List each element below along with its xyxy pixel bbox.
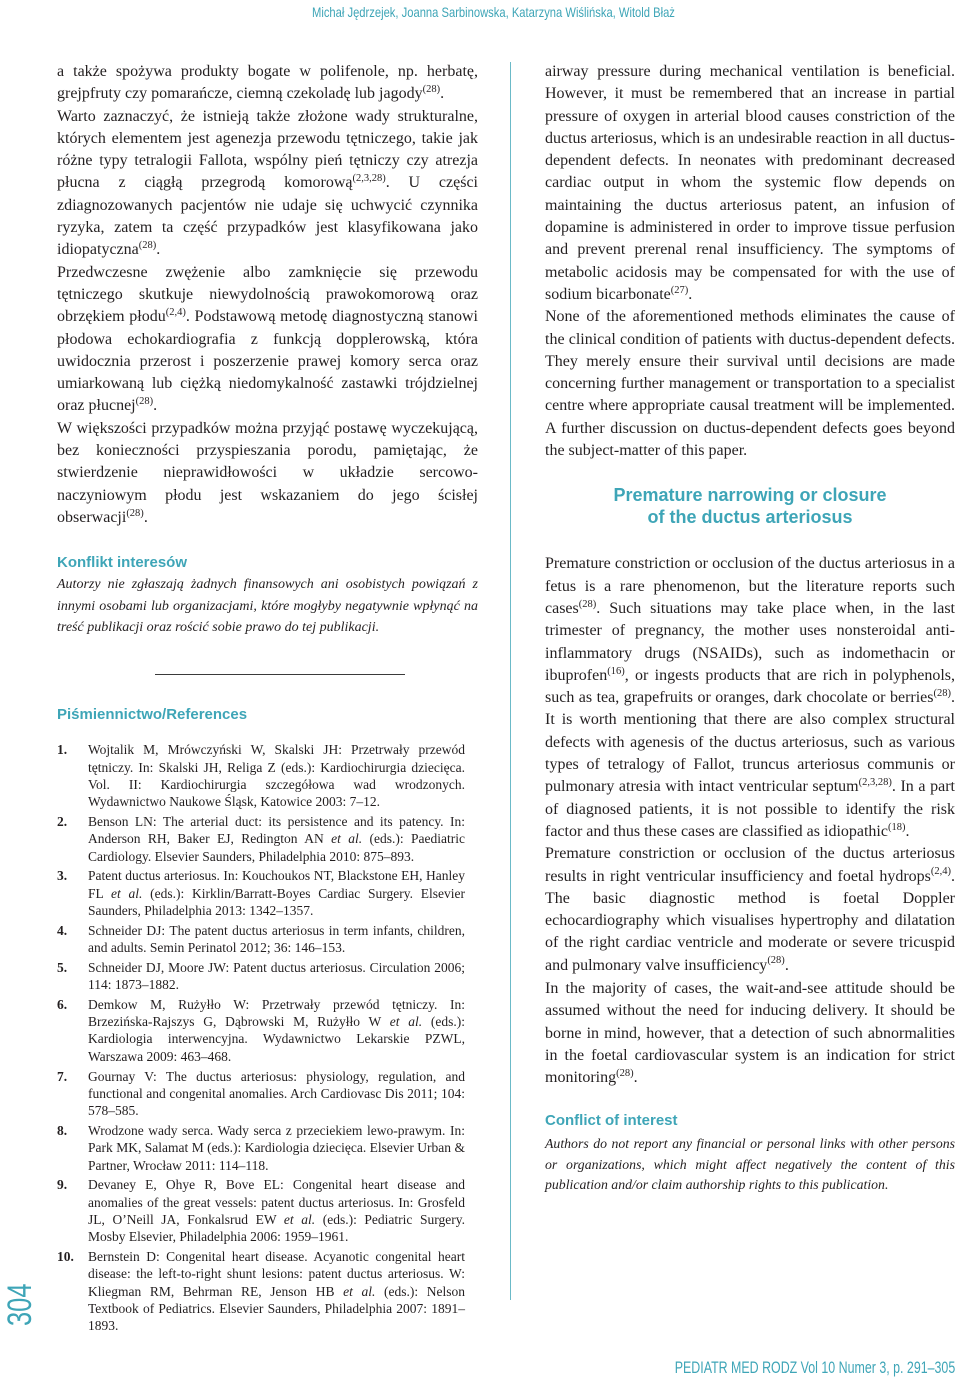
text-run: . — [153, 397, 158, 415]
reference-number: 4. — [57, 922, 68, 938]
text-run: In the majority of cases, the wait-and-see attitude should be assumed without the need for inducing delivery. It should be borne in mind, however, that a detection of such abnormalities in the foetal cardiovascular system is an indication for strict monitoring — [545, 979, 955, 1087]
reference-number: 8. — [57, 1122, 68, 1138]
text-run: . Such situations may take place when, in the last trimester of pregnancy, the mother uses nonsteroidal anti-inflammatory drugs (NSAIDs), such as indomethacin or ibuprofen — [545, 599, 955, 684]
reference-number: 5. — [57, 959, 68, 975]
text-run: . U części zdiagnozowanych pacjentów nie udaje się uchwycić czynnika ryzyka, zatem ta część przypadków jest klasyfikowana jako idiopatyczna — [57, 174, 478, 259]
text-run: (eds.): Kirklin/Barratt-Boyes Cardiac Surgery. Elsevier Saunders, Philadelphia 2013: 1342–1357. — [88, 885, 465, 918]
reference-item — [57, 813, 465, 865]
reference-number: 10. — [57, 1249, 74, 1265]
text-run: Wrodzone wady serca. Wady serca z przeciekiem lewo-prawym. In: Park MK, Salamat M (eds.): Kardiologia dziecięca. Elsevier Urban & Partner, Wrocław 2011: 114–118. — [88, 1122, 465, 1173]
italic-text: et al. — [111, 885, 143, 901]
text-run: Patent ductus arteriosus. In: Kouchoukos NT, Blackstone EH, Hanley FL — [88, 868, 465, 901]
text-run: , or ingests products that are rich in polyphenols, such as tea, grapefruits or oranges, dark chocolate or berries — [545, 666, 955, 707]
references-heading: Piśmiennictwo/References — [57, 706, 248, 724]
text-run: . Podstawową metodę diagnostyczną stanowi płodowa echokardiografia z funkcją dopplerowską, która uwidocznia przerost i poszerzenie prawej komory serca oraz umiarkowaną lub ciężką niedomykalność zastawki trójdzielnej oraz płucnej — [57, 308, 479, 415]
text-run: . — [688, 285, 693, 303]
reference-text — [88, 996, 465, 1065]
body-paragraph — [57, 61, 478, 106]
page-number: 304 — [1, 1283, 39, 1326]
reference-item — [57, 922, 465, 957]
reference-item — [57, 741, 465, 810]
text-run: . The basic diagnostic method is foetal Doppler echocardiography which visualises hypertrophy and dilatation of the right cardiac ventricle and moderate or severe tricuspid and pulmonary valve insufficiency — [545, 867, 955, 974]
body-paragraph — [545, 306, 955, 462]
text-run: Demkow M, Rużyłło W: Przetrwały przewód tętniczy. In: Brzezińska-Rajszys G, Dąbrowski M, Rużyłło W — [88, 996, 465, 1030]
reference-text — [88, 959, 465, 994]
text-run: a także spożywa produkty bogate w polifenole, np. herbatę, grejpfruty czy pomarańcze, ciemną czekoladę lub jagody — [57, 63, 478, 103]
citation-superscript: (18) — [887, 821, 906, 833]
text-run: Warto zaznaczyć, że istnieją także złożone wady strukturalne, których elementem jest agenezja przewodu tętniczego, takie jak różne typy tetralogii Fallota, wspólny pień tętniczy czy atrezja płucna z ciągłą przegrodą komorową — [57, 107, 478, 192]
conflict-statement-pl: Autorzy nie zgłaszają żadnych finansowych ani osobistych powiązań z innymi osobami lub organizacjami, które mogłyby negatywnie wpłynąć na treść publikacji oraz rościć sobie prawo do tej publikacji. — [57, 577, 478, 636]
citation-superscript: (28) — [422, 84, 441, 95]
reference-number: 7. — [57, 1068, 68, 1084]
body-paragraph — [57, 106, 478, 262]
text-run: . — [784, 956, 789, 974]
citation-superscript: (28) — [578, 598, 597, 610]
reference-number: 3. — [57, 868, 68, 884]
italic-text: et al. — [343, 1283, 376, 1299]
citation-superscript: (27) — [670, 284, 689, 296]
column-divider — [510, 62, 511, 1300]
body-paragraph — [57, 262, 478, 418]
reference-item — [57, 1068, 465, 1120]
reference-item — [57, 996, 465, 1065]
text-run: . — [156, 241, 161, 259]
section-heading-line: of the ductus arteriosus — [647, 507, 853, 528]
body-paragraph — [545, 843, 955, 977]
reference-text — [88, 813, 465, 865]
citation-superscript: (16) — [607, 665, 625, 677]
reference-text — [88, 867, 465, 919]
body-paragraph — [545, 978, 955, 1089]
conflict-heading-en: Conflict of interest — [545, 1112, 678, 1130]
right-column — [545, 61, 955, 1196]
text-run: Schneider DJ: The patent ductus arteriosus in term infants, children, and adults. Semin Perinatol 2012; 36: 146–153. — [88, 922, 465, 955]
italic-text: et al. — [283, 1211, 316, 1227]
text-run: . In a part of diagnosed patients, it is not possible to identify the risk factor and thus these cases are classified as idiopathic — [545, 778, 955, 840]
section-divider — [155, 674, 405, 676]
text-run: Gournay V: The ductus arteriosus: physiology, regulation, and functional and congenital anomalies. Arch Cardiovasc Dis 2011; 104: 578–585. — [88, 1068, 465, 1119]
citation-superscript: (2,4) — [930, 866, 951, 878]
reference-text — [88, 922, 465, 957]
text-run: . — [143, 508, 148, 526]
text-run: None of the aforementioned methods eliminates the cause of the clinical condition of patients with ductus-dependent defects. They merely ensure their survival until decisions are made concerning further management or transportation to a specialist centre where appropriate causal treatment will be implemented. A further discussion on ductus-dependent defects goes beyond the subject-matter of this paper. — [545, 308, 955, 460]
text-run: Bernstein D: Congenital heart disease. Acyanotic congenital heart disease: the left-to-right shunt lesions: patent ductus arteriosus. W: Kliegman RM, Behrman RE, Jenson HB — [88, 1249, 465, 1299]
text-run: Premature constriction or occlusion of the ductus arteriosus results in right ventricular insufficiency and foetal hydrops — [545, 845, 955, 885]
citation-superscript: (28) — [126, 507, 144, 519]
text-run: Premature constriction or occlusion of the ductus arteriosus in a fetus is a rare phenomenon, but the literature reports such cases — [545, 555, 955, 617]
reference-item — [57, 1122, 465, 1174]
text-run: Schneider DJ, Moore JW: Patent ductus arteriosus. Circulation 2006; 114: 1873–1882. — [88, 959, 465, 993]
body-paragraph — [545, 553, 955, 843]
reference-text — [88, 1248, 465, 1334]
reference-text — [88, 741, 465, 810]
body-paragraph — [545, 61, 955, 306]
text-run: (eds.): Kardiologia interwencyjna. Wydawnictwo Lekarskie PZWL, Warszawa 2009: 463–468. — [88, 1014, 465, 1064]
citation-superscript: (28) — [135, 396, 154, 408]
reference-text — [88, 1176, 465, 1245]
reference-number: 9. — [57, 1177, 68, 1193]
reference-number: 1. — [57, 742, 68, 758]
running-header-authors: Michał Jędrzejek, Joanna Sarbinowska, Katarzyna Wiślińska, Witold Błaż — [312, 4, 675, 20]
text-run: . — [633, 1069, 638, 1087]
reference-item — [57, 867, 465, 919]
citation-superscript: (2,3,28) — [352, 173, 386, 185]
text-run: (eds.): Nelson Textbook of Pediatrics. Elsevier Saunders, Philadelphia 2007: 1891–1893. — [88, 1283, 466, 1334]
section-heading — [545, 484, 955, 528]
reference-list — [57, 741, 465, 1334]
citation-superscript: (28) — [767, 955, 785, 967]
reference-item — [57, 959, 465, 994]
reference-number: 2. — [57, 813, 68, 829]
text-run: Devaney E, Ohye R, Bove EL: Congenital heart disease and anomalies of the great vessels: patent ductus arteriosus. In: Grosfeld JL, O’Neill JA, Fonkalsrud EW — [88, 1177, 465, 1227]
text-run: Benson LN: The arterial duct: its persistence and its patency. In: Anderson RH, Baker EJ, Redington AN — [88, 813, 465, 847]
citation-superscript: (2,4) — [165, 306, 186, 318]
text-run: . — [440, 85, 445, 103]
citation-superscript: (28) — [616, 1067, 634, 1079]
conflict-heading-pl: Konflikt interesów — [57, 554, 188, 572]
section-heading-line: Premature narrowing or closure — [613, 485, 887, 506]
text-run: (eds.): Pediatric Surgery. Mosby Elsevier, Philadelphia 2006: 1959–1961. — [88, 1211, 465, 1245]
citation-superscript: (28) — [933, 687, 951, 699]
body-paragraph — [57, 418, 478, 529]
citation-superscript: (28) — [138, 240, 157, 252]
citation-superscript: (2,3,28) — [858, 777, 892, 789]
reference-text — [88, 1122, 465, 1174]
reference-item — [57, 1248, 465, 1334]
conflict-statement-en: Authors do not report any financial or personal links with other persons or organizations, which might affect negatively the content of this publication and/or claim authorship rights to this publication. — [545, 1136, 955, 1193]
text-run: Przedwczesne zwężenie albo zamknięcie się przewodu tętniczego skutkuje niewydolnością prawokomorową oraz obrzękiem płodu — [57, 263, 478, 326]
text-run: . — [905, 822, 910, 840]
reference-number: 6. — [57, 996, 68, 1012]
italic-text: et al. — [389, 1014, 423, 1030]
italic-text: et al. — [331, 831, 363, 847]
journal-citation-footer: PEDIATR MED RODZ Vol 10 Numer 3, p. 291–305 — [674, 1358, 955, 1377]
left-column — [57, 61, 478, 1335]
reference-text — [88, 1068, 465, 1120]
text-run: airway pressure during mechanical ventilation is beneficial. However, it must be remembered that an increase in partial pressure of oxygen in arterial blood causes constriction of the ductus arteriosus, which is an undesirable reaction in all ductus-dependent defects. In neonates with predominant decreased cardiac output in whom the systemic flow depends on maintaining the ductus arteriosus patent, an infusion of dopamine is administered in order to improve tissue perfusion and prevent prerenal renal insufficiency. The symptoms of metabolic acidosis may be compensated for with the use of sodium bicarbonate — [545, 63, 955, 303]
reference-item — [57, 1176, 465, 1245]
text-run: Wojtalik M, Mrówczyński W, Skalski JH: Przetrwały przewód tętniczy. In: Skalski JH, Religa Z (eds.): Kardiochirurgia dziecięca. Vol. II: Kardiochirurgia szczegółowa wad wrodzonych. Wydawnictwo Naukowe Śląsk, Katowice 2003: 7–12. — [88, 742, 465, 810]
text-run: . It is worth mentioning that there are also complex structural defects with agenesis of the ductus arteriosus, such as various types of tetralogy of Fallot, truncus arteriosus communis or pulmonary atresia with intact ventricular septum — [545, 689, 955, 796]
text-run: (eds.): Paediatric Cardiology. Elsevier Saunders, Philadelphia 2010: 875–893. — [88, 831, 465, 864]
text-run: W większości przypadków można przyjąć postawę wyczekującą, bez konieczności przyspieszania porodu, pamiętając, że stwierdzenie nieprawidłowości w układzie sercowo-naczyniowym płodu jest wskazaniem do jego ścisłej obserwacji — [57, 419, 478, 526]
